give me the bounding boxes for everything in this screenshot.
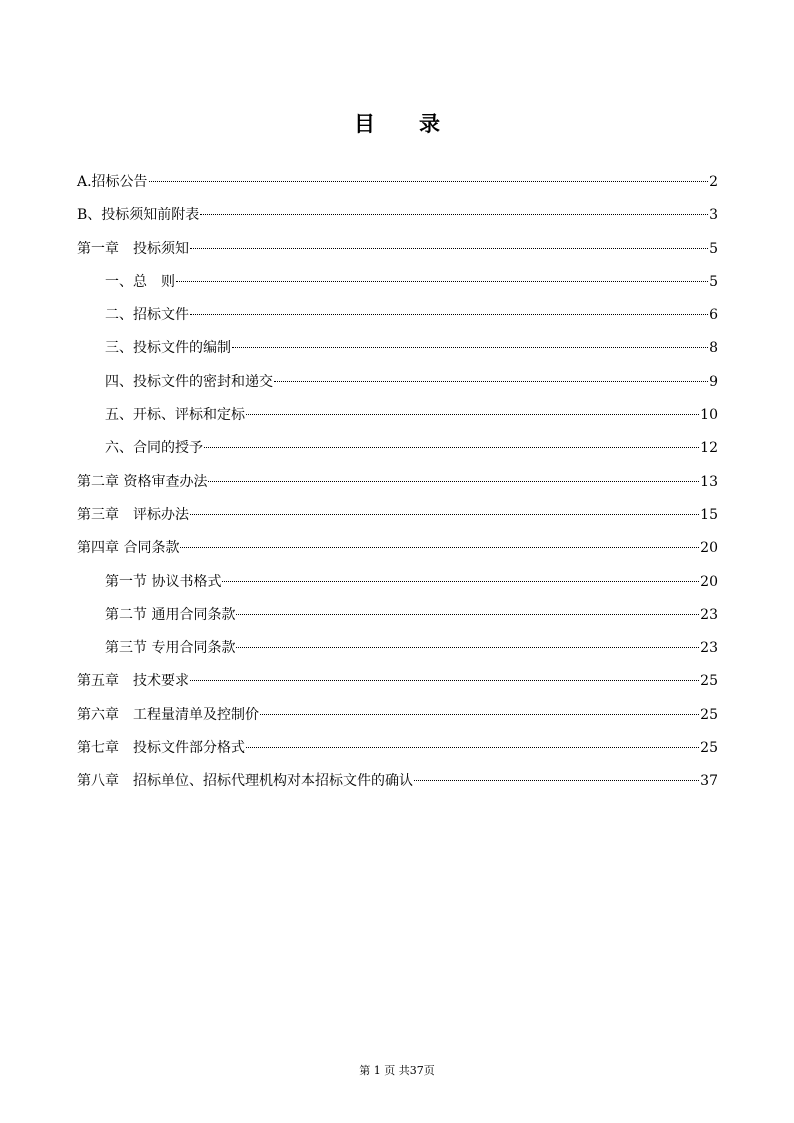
toc-entry-section-contract-award[interactable] xyxy=(77,432,718,465)
toc-page-number: 20 xyxy=(700,540,718,557)
toc-page-number: 25 xyxy=(700,740,718,757)
toc-entry-section-bidding-documents[interactable] xyxy=(77,299,718,332)
toc-dot-leader xyxy=(236,647,699,648)
toc-entry-label: 四、投标文件的密封和递交 xyxy=(105,373,273,390)
toc-page-number: 2 xyxy=(709,174,718,190)
toc-entry-label: 第三章 评标办法 xyxy=(77,506,189,523)
toc-entry-label: 第二节 通用合同条款 xyxy=(105,606,236,623)
toc-entry-label: 第四章 合同条款 xyxy=(77,540,180,557)
toc-dot-leader xyxy=(176,281,708,282)
toc-entry-section-bid-preparation[interactable] xyxy=(77,332,718,365)
toc-entry-announcement[interactable] xyxy=(77,166,718,199)
toc-dot-leader xyxy=(232,347,708,348)
toc-entry-chapter-6[interactable] xyxy=(77,699,718,732)
toc-entry-label: B、投标须知前附表 xyxy=(77,207,200,224)
toc-entry-chapter-8[interactable] xyxy=(77,765,718,798)
toc-dot-leader xyxy=(200,214,708,215)
toc-page-number: 5 xyxy=(709,273,718,290)
toc-entry-label: 第六章 工程量清单及控制价 xyxy=(77,706,259,723)
toc-entry-section-special-terms[interactable] xyxy=(77,632,718,665)
toc-entry-label: 一、总 则 xyxy=(105,273,175,290)
toc-page-number: 8 xyxy=(709,340,718,357)
toc-entry-section-general-terms[interactable] xyxy=(77,599,718,632)
toc-page-number: 15 xyxy=(700,506,718,523)
toc-dot-leader xyxy=(208,481,699,482)
toc-page-number: 6 xyxy=(709,307,718,324)
toc-entry-chapter-5[interactable] xyxy=(77,665,718,698)
toc-entry-label: 二、招标文件 xyxy=(105,307,189,324)
toc-page-number: 13 xyxy=(700,473,718,490)
toc-dot-leader xyxy=(246,414,699,415)
page-footer: 第 1 页 共37页 xyxy=(359,1064,435,1077)
toc-entry-section-opening-evaluation[interactable] xyxy=(77,399,718,432)
toc-dot-leader xyxy=(236,614,699,615)
toc-page-number: 5 xyxy=(709,240,718,257)
toc-entry-label: 第七章 投标文件部分格式 xyxy=(77,740,245,757)
toc-dot-leader xyxy=(149,181,709,182)
toc-dot-leader xyxy=(274,381,708,382)
toc-dot-leader xyxy=(180,547,699,548)
toc-page-number: 25 xyxy=(700,706,718,723)
toc-entry-label: 第五章 技术要求 xyxy=(77,673,189,690)
toc-page-number: 23 xyxy=(700,606,718,623)
toc-entry-label: 第一节 协议书格式 xyxy=(105,573,222,590)
toc-entry-label: 三、投标文件的编制 xyxy=(105,340,231,357)
toc-page-number: 20 xyxy=(700,573,718,590)
toc-entry-section-sealing-submission[interactable] xyxy=(77,366,718,399)
toc-entry-chapter-4[interactable] xyxy=(77,532,718,565)
table-of-contents xyxy=(77,166,718,799)
toc-dot-leader xyxy=(190,514,699,515)
toc-dot-leader xyxy=(222,581,699,582)
toc-entry-chapter-2[interactable] xyxy=(77,466,718,499)
toc-page-number: 9 xyxy=(709,373,718,390)
toc-entry-label: 第二章 资格审查办法 xyxy=(77,473,208,490)
toc-entry-chapter-1[interactable] xyxy=(77,233,718,266)
toc-page-number: 23 xyxy=(700,640,718,657)
toc-page-number: 10 xyxy=(700,407,718,424)
toc-page-number: 37 xyxy=(700,773,718,790)
toc-dot-leader xyxy=(204,447,699,448)
page-title: 目录 xyxy=(354,111,484,136)
toc-entry-section-general[interactable] xyxy=(77,266,718,299)
toc-dot-leader xyxy=(246,747,699,748)
toc-page-number: 25 xyxy=(700,673,718,690)
toc-page-number: 12 xyxy=(700,440,718,457)
toc-entry-chapter-3[interactable] xyxy=(77,499,718,532)
toc-dot-leader xyxy=(414,780,699,781)
toc-entry-instructions-table[interactable] xyxy=(77,199,718,232)
toc-dot-leader xyxy=(190,680,699,681)
toc-entry-label: A.招标公告 xyxy=(77,174,148,190)
toc-page-number: 3 xyxy=(709,207,718,224)
toc-entry-label: 五、开标、评标和定标 xyxy=(105,407,245,424)
toc-dot-leader xyxy=(260,714,699,715)
toc-entry-chapter-7[interactable] xyxy=(77,732,718,765)
toc-entry-label: 六、合同的授予 xyxy=(105,440,203,457)
toc-dot-leader xyxy=(190,314,708,315)
toc-entry-section-agreement-format[interactable] xyxy=(77,566,718,599)
toc-dot-leader xyxy=(190,248,708,249)
toc-entry-label: 第三节 专用合同条款 xyxy=(105,640,236,657)
toc-entry-label: 第一章 投标须知 xyxy=(77,240,189,257)
toc-entry-label: 第八章 招标单位、招标代理机构对本招标文件的确认 xyxy=(77,773,413,790)
